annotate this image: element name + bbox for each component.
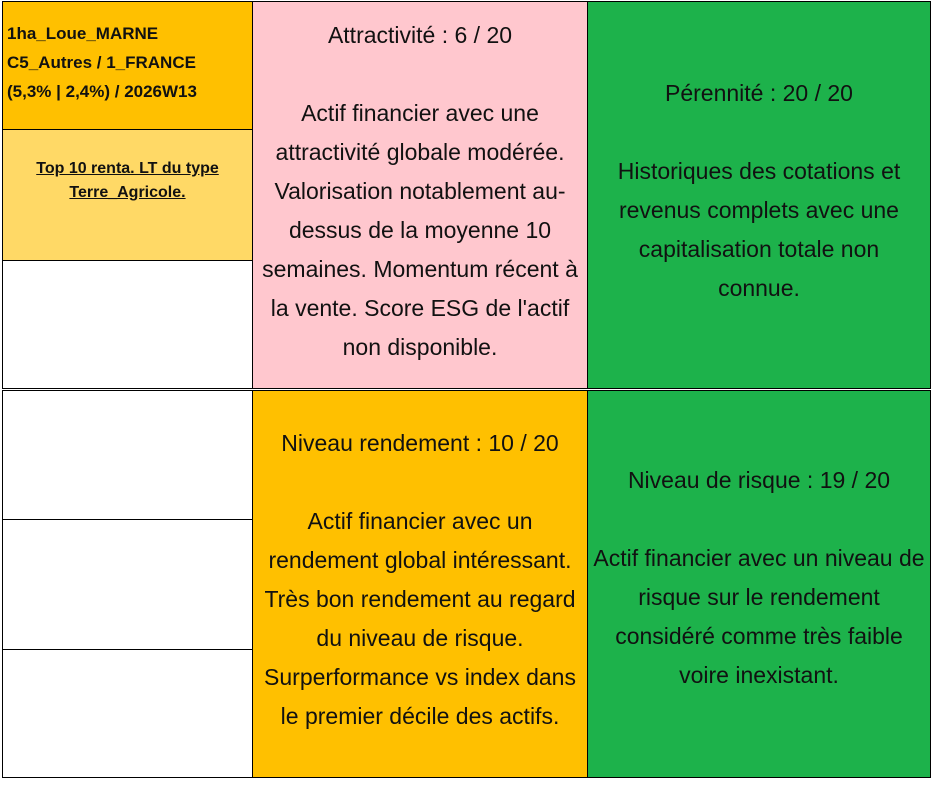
risque-block bbox=[593, 461, 924, 695]
rendement-line: rendement global intéressant. bbox=[268, 547, 572, 573]
attractivite-line: non disponible. bbox=[342, 334, 498, 360]
empty-cell bbox=[2, 390, 253, 520]
risque-cell bbox=[587, 390, 931, 778]
risque-line: Actif financier avec un niveau de bbox=[593, 545, 925, 571]
rendement-line: Surperformance vs index dans bbox=[264, 664, 576, 690]
risque-line: risque sur le rendement bbox=[638, 584, 880, 610]
asset-stats: (5,3% | 2,4%) / 2026W13 bbox=[7, 82, 197, 101]
risque-line: voire inexistant. bbox=[679, 662, 839, 688]
attractivite-line: Actif financier avec une bbox=[301, 100, 539, 126]
perennite-line: connue. bbox=[718, 275, 800, 301]
perennite-line: revenus complets avec une bbox=[618, 197, 899, 223]
perennite-cell bbox=[587, 1, 931, 389]
risque-description bbox=[593, 539, 924, 695]
asset-category: C5_Autres / 1_FRANCE bbox=[7, 53, 196, 72]
perennite-line: capitalisation totale non bbox=[638, 236, 880, 262]
attractivite-block bbox=[262, 16, 578, 367]
perennite-line: Historiques des cotations et bbox=[617, 158, 901, 184]
rendement-line: du niveau de risque. bbox=[316, 625, 524, 651]
rendement-title: Niveau rendement : 10 / 20 bbox=[281, 430, 559, 456]
risque-line: considéré comme très faible bbox=[615, 623, 903, 649]
top10-text bbox=[36, 157, 219, 205]
attractivite-cell bbox=[252, 1, 588, 389]
asset-header-text bbox=[3, 2, 252, 106]
attractivite-line: semaines. Momentum récent à bbox=[262, 256, 578, 282]
risque-title: Niveau de risque : 19 / 20 bbox=[627, 467, 891, 493]
rendement-line: Très bon rendement au regard bbox=[264, 586, 576, 612]
perennite-description bbox=[618, 152, 901, 308]
top10-cell bbox=[2, 129, 253, 261]
rendement-cell bbox=[252, 390, 588, 778]
asset-header-cell bbox=[2, 1, 253, 130]
rendement-description bbox=[264, 502, 576, 736]
attractivite-line: attractivité globale modérée. bbox=[275, 139, 565, 165]
rendement-line: Actif financier avec un bbox=[307, 508, 533, 534]
perennite-title: Pérennité : 20 / 20 bbox=[665, 80, 853, 106]
empty-cell bbox=[2, 519, 253, 650]
attractivite-title: Attractivité : 6 / 20 bbox=[327, 22, 513, 48]
top10-line-2: Terre_Agricole. bbox=[69, 184, 186, 201]
empty-cell bbox=[2, 649, 253, 778]
top10-line-1: Top 10 renta. LT du type bbox=[36, 160, 219, 177]
perennite-block bbox=[618, 74, 901, 308]
empty-cell bbox=[2, 260, 253, 389]
attractivite-line: dessus de la moyenne 10 bbox=[288, 217, 552, 243]
attractivite-description bbox=[262, 94, 578, 367]
rendement-block bbox=[264, 424, 576, 736]
attractivite-line: la vente. Score ESG de l'actif bbox=[270, 295, 570, 321]
asset-name: 1ha_Loue_MARNE bbox=[7, 24, 159, 43]
attractivite-line: Valorisation notablement au- bbox=[274, 178, 566, 204]
rendement-line: le premier décile des actifs. bbox=[280, 703, 560, 729]
